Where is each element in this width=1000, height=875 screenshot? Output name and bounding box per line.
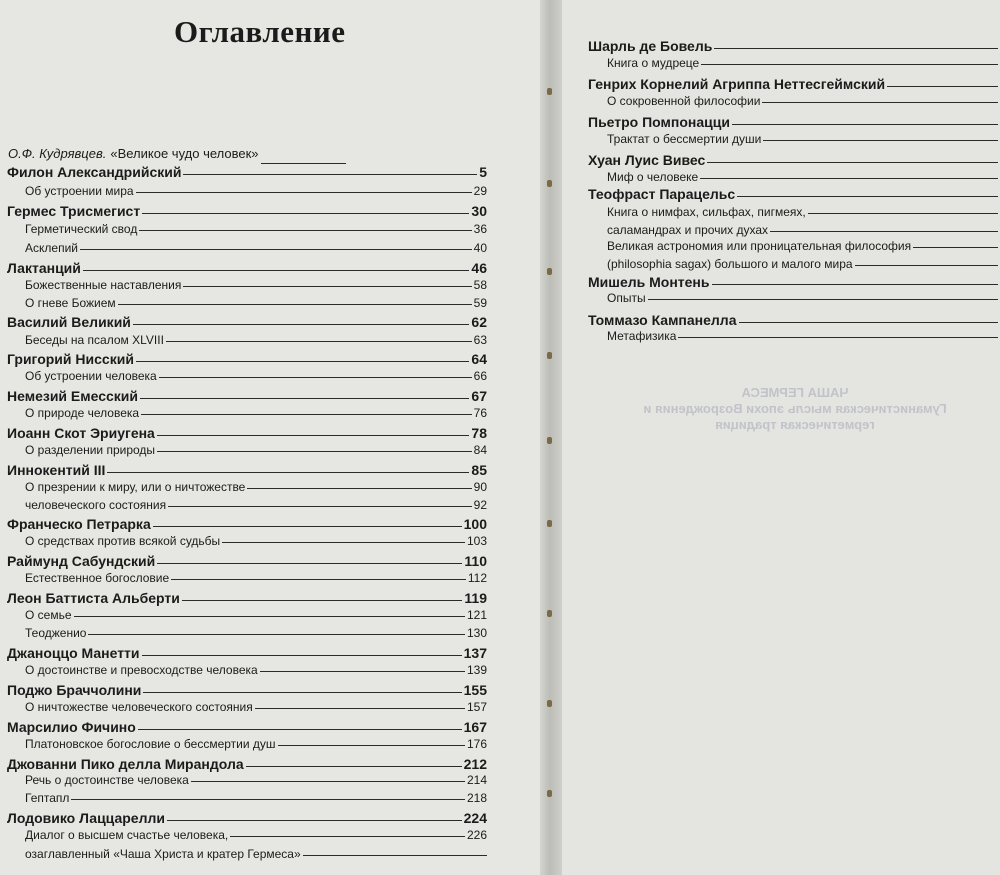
leader-line [143, 692, 461, 693]
work-title: О достоинстве и превосходстве человека [25, 663, 258, 677]
work-title: Речь о достоинстве человека [25, 773, 189, 787]
toc-work-entry [25, 737, 487, 751]
page-number: 78 [471, 425, 487, 441]
page-number: 76 [473, 406, 487, 420]
stitch [547, 352, 552, 359]
leader-line [707, 162, 998, 163]
author-name: Мишель Монтень [588, 274, 710, 290]
work-title: Герметический свод [25, 222, 138, 236]
leader-line [648, 299, 998, 300]
toc-author-entry [588, 114, 998, 130]
toc-author-entry [7, 462, 487, 478]
leader-line [739, 322, 999, 323]
toc-work-entry [25, 700, 487, 714]
page-number: 110 [464, 553, 487, 569]
stitch [547, 520, 552, 527]
work-title: О ничтожестве человеческого состояния [25, 700, 253, 714]
page-number: 67 [471, 388, 487, 404]
page-number: 212 [463, 756, 487, 772]
leader-line [140, 398, 469, 399]
toc-work-entry [25, 333, 487, 347]
leader-line [712, 284, 999, 285]
page-number: 63 [473, 333, 487, 347]
stitch [547, 610, 552, 617]
leader-line [247, 488, 471, 489]
page-number: 139 [466, 663, 487, 677]
leader-line [255, 708, 465, 709]
author-name: Джованни Пико делла Мирандола [7, 756, 244, 772]
author-name: Хуан Луис Вивес [588, 152, 706, 168]
toc-author-entry [7, 203, 487, 219]
work-title: Естественное богословие [25, 571, 170, 585]
author-name: Иоанн Скот Эриугена [7, 425, 155, 441]
toc-work-entry [25, 222, 487, 236]
work-title: Об устроении человека [25, 369, 157, 383]
toc-work-entry [607, 223, 998, 237]
stitch [547, 437, 552, 444]
page-number: 218 [466, 791, 487, 805]
toc-work-entry [25, 534, 487, 548]
toc-work-entry [607, 205, 998, 219]
work-title: Диалог о высшем счастье человека, [25, 828, 229, 842]
leader-line [222, 542, 465, 543]
page-number: 214 [466, 773, 487, 787]
leader-line [142, 213, 469, 214]
author-name: Немезий Емесский [7, 388, 139, 404]
page-number: 90 [473, 480, 487, 494]
toc-author-entry [7, 388, 487, 404]
work-title: Асклепий [25, 241, 78, 255]
toc-author-entry [7, 553, 487, 569]
page-number: 167 [463, 719, 487, 735]
page-number: 103 [466, 534, 487, 548]
leader-line [737, 196, 998, 197]
leader-line [762, 102, 998, 103]
page-number: 224 [463, 810, 487, 826]
leader-line [191, 781, 465, 782]
author-name: Франческо Петрарка [7, 516, 151, 532]
leader-line [74, 616, 465, 617]
work-title: Трактат о бессмертии души [607, 132, 762, 146]
leader-line [141, 414, 472, 415]
intro-title: «Великое чудо человек» [110, 146, 259, 161]
page-number: 5 [479, 164, 487, 180]
intro-author: О.Ф. Кудрявцев. [8, 146, 107, 161]
page-number: 155 [463, 682, 487, 698]
toc-author-entry [588, 76, 998, 92]
toc-author-entry [588, 186, 998, 202]
work-title: О разделении природы [25, 443, 156, 457]
toc-work-entry [25, 498, 487, 512]
bleed-title: ЧАША ГЕРМЕСА [741, 385, 849, 400]
work-title: Об устроении мира [25, 184, 134, 198]
leader-line [171, 579, 466, 580]
toc-work-entry [25, 369, 487, 383]
leader-line [808, 213, 998, 214]
leader-line [770, 231, 998, 232]
leader-line [246, 766, 462, 767]
author-name: Леон Баттиста Альберти [7, 590, 180, 606]
toc-work-entry [25, 241, 487, 255]
page-number: 59 [473, 296, 487, 310]
page-number: 85 [471, 462, 487, 478]
work-title: Божественные наставления [25, 278, 182, 292]
page-number: 64 [471, 351, 487, 367]
author-name: Василий Великий [7, 314, 131, 330]
leader-line [88, 634, 465, 635]
leader-line [182, 600, 463, 601]
work-title: Миф о человеке [607, 170, 699, 184]
page-number: 112 [467, 571, 487, 585]
author-name: Теофраст Парацельс [588, 186, 736, 202]
leader-line [732, 124, 998, 125]
toc-work-entry [25, 184, 487, 198]
toc-author-entry [7, 756, 487, 772]
stitch [547, 268, 552, 275]
page-number: 130 [466, 626, 487, 640]
book-gutter [540, 0, 562, 875]
toc-work-entry [25, 296, 487, 310]
leader-line [157, 451, 472, 452]
author-name: Джаноццо Манетти [7, 645, 140, 661]
page-number: 92 [473, 498, 487, 512]
page-number: 58 [473, 278, 487, 292]
leader-line [83, 270, 470, 271]
work-title: Метафизика [607, 329, 677, 343]
toc-author-entry [588, 312, 998, 328]
toc-work-entry [607, 291, 998, 305]
author-name: Филон Александрийский [7, 164, 182, 180]
toc-work-entry [25, 608, 487, 622]
leader-line [913, 247, 998, 248]
toc-author-entry [588, 152, 998, 168]
page-number: 176 [466, 737, 487, 751]
page-number: 62 [471, 314, 487, 330]
work-title: саламандрах и прочих духах [607, 223, 769, 237]
author-name: Пьетро Помпонацци [588, 114, 730, 130]
work-title: Опыты [607, 291, 646, 305]
page-number: 100 [463, 516, 487, 532]
bleed-through-title [630, 385, 960, 433]
leader-line [855, 265, 998, 266]
toc-author-entry [7, 314, 487, 330]
leader-line [278, 745, 465, 746]
page-number: 36 [473, 222, 487, 236]
work-title: Гептапл [25, 791, 70, 805]
toc-work-entry [25, 847, 487, 861]
work-title: О семье [25, 608, 72, 622]
leader-line [183, 286, 471, 287]
toc-work-entry [25, 480, 487, 494]
toc-author-entry [7, 645, 487, 661]
toc-work-entry [607, 56, 998, 70]
toc-author-entry [7, 351, 487, 367]
leader-line [763, 140, 998, 141]
author-name: Григорий Нисский [7, 351, 134, 367]
author-name: Генрих Корнелий Агриппа Неттесгеймский [588, 76, 886, 92]
work-title: Платоновское богословие о бессмертии душ [25, 737, 276, 751]
leader-line [142, 655, 462, 656]
toc-work-entry [25, 626, 487, 640]
leader-line [887, 86, 998, 87]
leader-line [153, 526, 462, 527]
bleed-subtitle: Гуманистическая мысль эпохи Возрождения и герметическая традиция [643, 401, 947, 432]
author-name: Гермес Трисмегист [7, 203, 141, 219]
author-name: Раймунд Сабундский [7, 553, 156, 569]
leader-line [157, 435, 470, 436]
toc-author-entry [7, 682, 487, 698]
leader-line [183, 174, 477, 175]
page-number: 226 [466, 828, 487, 842]
work-title: Книга о мудреце [607, 56, 700, 70]
author-name: Поджо Браччолини [7, 682, 142, 698]
toc-work-entry [25, 571, 487, 585]
toc-work-entry [25, 406, 487, 420]
toc-work-entry [607, 239, 998, 253]
leader-line [159, 377, 472, 378]
stitch [547, 790, 552, 797]
leader-line [700, 178, 998, 179]
leader-line [107, 472, 469, 473]
toc-author-entry [7, 425, 487, 441]
author-name: Иннокентий III [7, 462, 106, 478]
toc-work-entry [25, 828, 487, 842]
leader-line [133, 324, 470, 325]
work-title: озаглавленный «Чаша Христа и кратер Гермеса» [25, 847, 301, 861]
work-title: Великая астрономия или проницательная философия [607, 239, 912, 253]
leader-line [303, 855, 487, 856]
leader-line [168, 506, 472, 507]
leader-line [714, 48, 998, 49]
work-title: О презрении к миру, или о ничтожестве [25, 480, 246, 494]
page-number: 84 [473, 443, 487, 457]
intro-entry [8, 146, 348, 161]
toc-work-entry [25, 791, 487, 805]
leader-line [166, 341, 472, 342]
toc-work-entry [607, 94, 998, 108]
toc-work-entry [25, 278, 487, 292]
toc-work-entry [25, 773, 487, 787]
toc-work-entry [25, 663, 487, 677]
work-title: О природе человека [25, 406, 140, 420]
work-title: О средствах против всякой судьбы [25, 534, 221, 548]
leader-line [138, 729, 462, 730]
work-title: Теодженио [25, 626, 87, 640]
author-name: Лактанций [7, 260, 81, 276]
leader-line [678, 337, 998, 338]
page-number: 46 [471, 260, 487, 276]
toc-work-entry [607, 132, 998, 146]
page-number: 121 [466, 608, 487, 622]
page-number: 137 [463, 645, 487, 661]
toc-work-entry [25, 443, 487, 457]
page-number: 40 [473, 241, 487, 255]
leader-line [80, 249, 472, 250]
work-title: человеческого состояния [25, 498, 167, 512]
page-number: 66 [473, 369, 487, 383]
page-number: 119 [464, 590, 487, 606]
page-title: Оглавление [174, 14, 346, 49]
stitch [547, 88, 552, 95]
toc-author-entry [7, 260, 487, 276]
toc-author-entry [588, 274, 998, 290]
stitch [547, 180, 552, 187]
toc-work-entry [607, 170, 998, 184]
leader-line [157, 563, 462, 564]
author-name: Лодовико Лаццарелли [7, 810, 165, 826]
toc-author-entry [588, 38, 998, 54]
leader-line [230, 836, 465, 837]
toc-author-entry [7, 719, 487, 735]
work-title: О гневе Божием [25, 296, 116, 310]
page-number: 30 [471, 203, 487, 219]
stitch [547, 700, 552, 707]
page-number: 157 [466, 700, 487, 714]
leader-line [136, 192, 472, 193]
leader-line [118, 304, 472, 305]
page-number: 29 [473, 184, 487, 198]
toc-author-entry [7, 590, 487, 606]
author-name: Томмазо Кампанелла [588, 312, 737, 328]
leader-line [167, 820, 462, 821]
work-title: О сокровенной философии [607, 94, 761, 108]
work-title: (philosophia sagax) большого и малого мира [607, 257, 853, 271]
leader-line [701, 64, 998, 65]
toc-author-entry [7, 516, 487, 532]
toc-work-entry [607, 257, 998, 271]
toc-author-entry [7, 164, 487, 180]
author-name: Марсилио Фичино [7, 719, 136, 735]
leader-line [136, 361, 469, 362]
author-name: Шарль де Бовель [588, 38, 713, 54]
work-title: Книга о нимфах, сильфах, пигмеях, [607, 205, 806, 219]
toc-author-entry [7, 810, 487, 826]
right-page [552, 0, 1000, 875]
work-title: Беседы на псалом XLVIII [25, 333, 164, 347]
leader-line [260, 671, 465, 672]
toc-work-entry [607, 329, 998, 343]
leader-line [71, 799, 465, 800]
leader-line [139, 230, 471, 231]
